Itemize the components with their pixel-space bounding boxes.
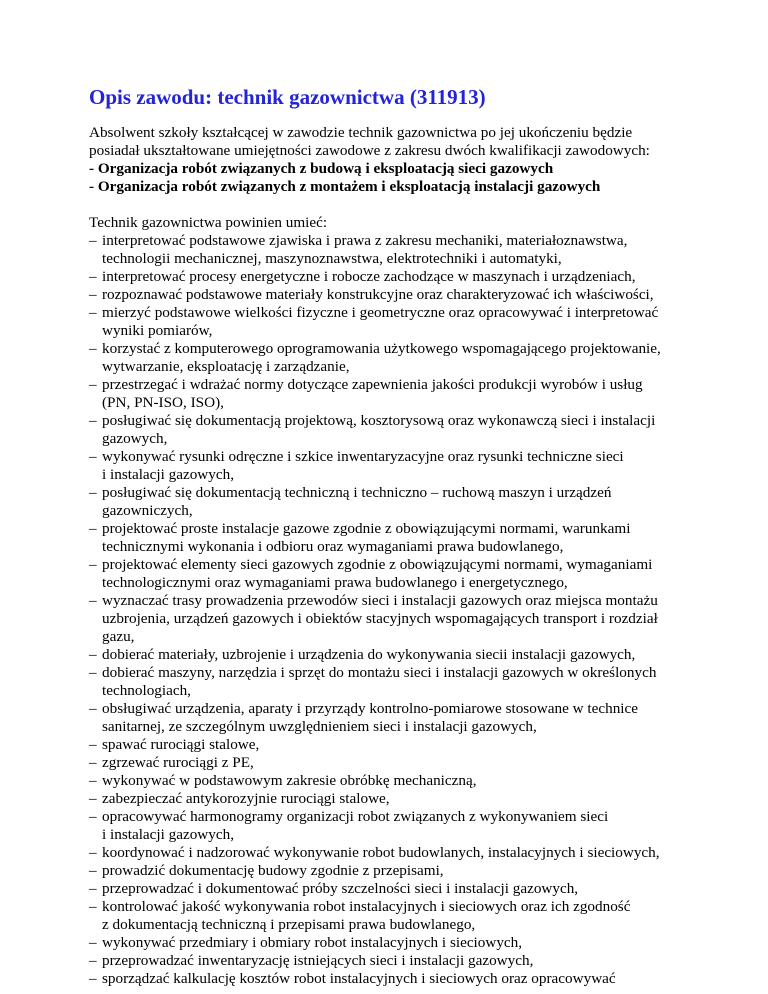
skill-text: wyznaczać trasy prowadzenia przewodów sieci i instalacji gazowych oraz miejsca montażu uzbrojenia, urządzeń gazowych i obiektów stacyjnych wspomagających transport i rozdział gazu,	[102, 592, 658, 645]
document-body	[89, 124, 699, 988]
skill-item	[89, 448, 699, 484]
dash-marker: –	[89, 970, 97, 987]
skill-item	[89, 484, 699, 520]
skill-item	[89, 520, 699, 556]
dash-marker: –	[89, 808, 97, 825]
dash-marker: –	[89, 448, 97, 465]
skill-text: dobierać maszyny, narzędzia i sprzęt do montażu sieci i instalacji gazowych w określonych technologiach,	[102, 664, 657, 699]
skill-text: zgrzewać rurociągi z PE,	[102, 754, 254, 771]
skill-text: interpretować podstawowe zjawiska i prawa z zakresu mechaniki, materiałoznawstwa, technologii mechanicznej, maszynoznawstwa, elektrotechniki i automatyki,	[102, 232, 628, 267]
dash-marker: –	[89, 556, 97, 573]
dash-marker: –	[89, 952, 97, 969]
skill-text: koordynować i nadzorować wykonywanie robot budowlanych, instalacyjnych i sieciowych,	[102, 844, 660, 861]
dash-marker: –	[89, 736, 97, 753]
skill-text: interpretować procesy energetyczne i robocze zachodzące w maszynach i urządzeniach,	[102, 268, 636, 285]
dash-marker: –	[89, 772, 97, 789]
dash-marker: –	[89, 520, 97, 537]
skill-text: wykonywać rysunki odręczne i szkice inwentaryzacyjne oraz rysunki techniczne sieci i instalacji gazowych,	[102, 448, 624, 483]
skill-item	[89, 376, 699, 412]
skill-text: projektować proste instalacje gazowe zgodnie z obowiązującymi normami, warunkami technicznymi wykonania i odbioru oraz wymaganiami prawa budowlanego,	[102, 520, 631, 555]
skill-item	[89, 700, 699, 736]
skill-item	[89, 862, 699, 880]
skill-item	[89, 412, 699, 448]
skill-text: rozpoznawać podstawowe materiały konstrukcyjne oraz charakteryzować ich właściwości,	[102, 286, 654, 303]
skill-item	[89, 952, 699, 970]
dash-marker: –	[89, 664, 97, 681]
skill-item	[89, 790, 699, 808]
dash-marker: –	[89, 790, 97, 807]
dash-marker: –	[89, 898, 97, 915]
skill-item	[89, 754, 699, 772]
skill-text: sporządzać kalkulację kosztów robot instalacyjnych i sieciowych oraz opracowywać	[102, 970, 616, 987]
skill-item	[89, 736, 699, 754]
dash-marker: –	[89, 340, 97, 357]
skill-text: korzystać z komputerowego oprogramowania użytkowego wspomagającego projektowanie, wytwarzanie, eksploatację i zarządzanie,	[102, 340, 661, 375]
dash-marker: –	[89, 376, 97, 393]
skill-text: kontrolować jakość wykonywania robot instalacyjnych i sieciowych oraz ich zgodność z dokumentacją techniczną i przepisami prawa budowlanego,	[102, 898, 631, 933]
skill-item	[89, 646, 699, 664]
skill-text: obsługiwać urządzenia, aparaty i przyrządy kontrolno-pomiarowe stosowane w technice sanitarnej, ze szczególnym uwzględnieniem sieci i instalacji gazowych,	[102, 700, 638, 735]
skill-text: zabezpieczać antykorozyjnie rurociągi stalowe,	[102, 790, 390, 807]
dash-marker: –	[89, 844, 97, 861]
skill-item	[89, 808, 699, 844]
skill-text: przeprowadzać i dokumentować próby szczelności sieci i instalacji gazowych,	[102, 880, 579, 897]
intro-line: posiadał ukształtowane umiejętności zawodowe z zakresu dwóch kwalifikacji zawodowych:	[89, 142, 650, 159]
dash-marker: –	[89, 232, 97, 249]
document-title: Opis zawodu: technik gazownictwa (311913)	[89, 85, 486, 109]
skill-item	[89, 340, 699, 376]
dash-marker: –	[89, 646, 97, 663]
dash-marker: –	[89, 934, 97, 951]
dash-marker: –	[89, 484, 97, 501]
qualification-line: - Organizacja robót związanych z montażem i eksploatacją instalacji gazowych	[89, 178, 601, 195]
skill-item	[89, 934, 699, 952]
skills-list	[89, 232, 699, 988]
qualification-line: - Organizacja robót związanych z budową i eksploatacją sieci gazowych	[89, 160, 554, 177]
dash-marker: –	[89, 880, 97, 897]
dash-marker: –	[89, 286, 97, 303]
dash-marker: –	[89, 304, 97, 321]
skill-text: mierzyć podstawowe wielkości fizyczne i geometryczne oraz opracowywać i interpretować wyniki pomiarów,	[102, 304, 659, 339]
skill-item	[89, 268, 699, 286]
skill-item	[89, 880, 699, 898]
intro-line: Absolwent szkoły kształcącej w zawodzie technik gazownictwa po jej ukończeniu będzie	[89, 124, 633, 141]
skill-text: posługiwać się dokumentacją techniczną i techniczno – ruchową maszyn i urządzeń gazowniczych,	[102, 484, 612, 519]
dash-marker: –	[89, 412, 97, 429]
skill-item	[89, 664, 699, 700]
dash-marker: –	[89, 754, 97, 771]
skill-text: dobierać materiały, uzbrojenie i urządzenia do wykonywania siecii instalacji gazowych,	[102, 646, 636, 663]
skill-item	[89, 232, 699, 268]
skill-item	[89, 844, 699, 862]
skill-text: projektować elementy sieci gazowych zgodnie z obowiązującymi normami, wymaganiami technologicznymi oraz wymaganiami prawa budowlanego i energetycznego,	[102, 556, 653, 591]
skill-item	[89, 304, 699, 340]
skill-text: wykonywać w podstawowym zakresie obróbkę mechaniczną,	[102, 772, 477, 789]
skill-item	[89, 898, 699, 934]
dash-marker: –	[89, 268, 97, 285]
skill-text: prowadzić dokumentację budowy zgodnie z przepisami,	[102, 862, 444, 879]
dash-marker: –	[89, 700, 97, 717]
skill-item	[89, 592, 699, 646]
skill-item	[89, 286, 699, 304]
dash-marker: –	[89, 862, 97, 879]
skills-heading: Technik gazownictwa powinien umieć:	[89, 214, 328, 231]
skill-item	[89, 970, 699, 988]
skill-text: przestrzegać i wdrażać normy dotyczące zapewnienia jakości produkcji wyrobów i usług (PN, PN-ISO, ISO),	[102, 376, 643, 411]
skill-text: spawać rurociągi stalowe,	[102, 736, 260, 753]
skill-text: posługiwać się dokumentacją projektową, kosztorysową oraz wykonawczą sieci i instalacji gazowych,	[102, 412, 656, 447]
skill-text: wykonywać przedmiary i obmiary robot instalacyjnych i sieciowych,	[102, 934, 523, 951]
skill-text: przeprowadzać inwentaryzację istniejących sieci i instalacji gazowych,	[102, 952, 534, 969]
skill-item	[89, 556, 699, 592]
skill-item	[89, 772, 699, 790]
dash-marker: –	[89, 592, 97, 609]
skill-text: opracowywać harmonogramy organizacji robot związanych z wykonywaniem sieci i instalacji gazowych,	[102, 808, 609, 843]
paragraph-gap	[89, 196, 699, 214]
